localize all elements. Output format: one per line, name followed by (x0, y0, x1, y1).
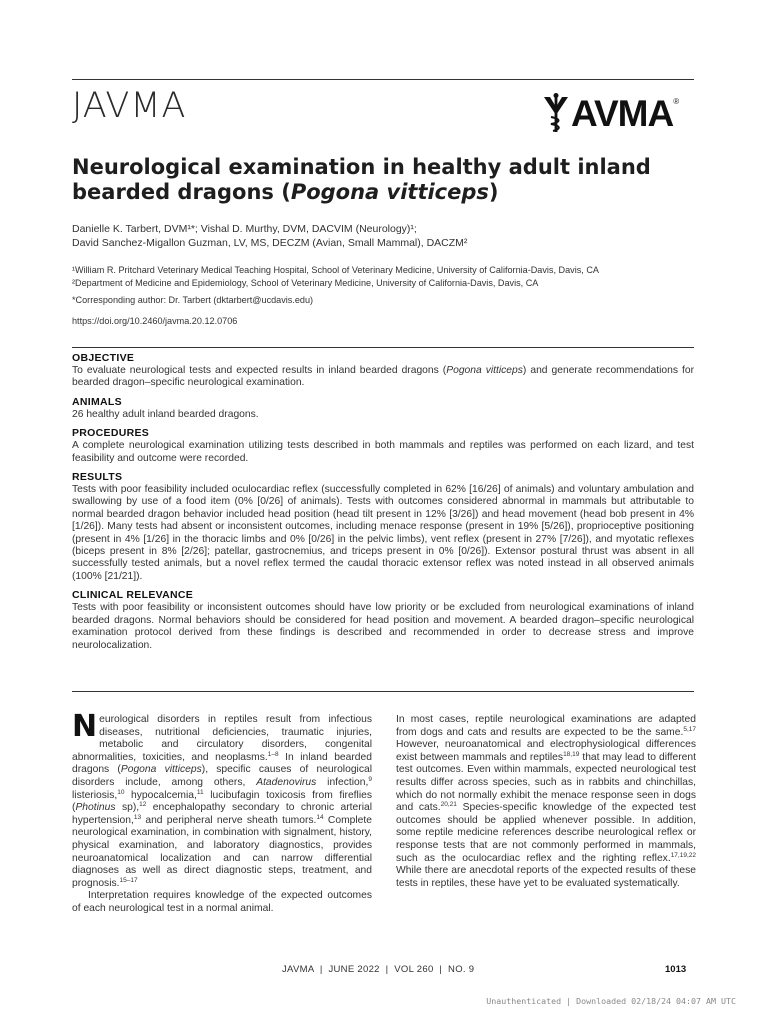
intro-paragraph-3: In most cases, reptile neurological examinations are adapted from dogs and cats and results are expected to be the same.$^{5,17}$ However, neuroanatomical and electrophysiological differences exist between mammals and reptiles$^{18,19}$ that may lead to different test outcomes. Even within mammals, expected neurological test results differ across species, such as in rabbits and chinchillas, which do not normally exhibit the menace response seen in dogs and cats.$^{20,21}$ Species-specific knowledge of the expected test outcomes should be applied whenever possible. In addition, some reptile medicine references describe neurological reflex or response tests that are not commonly performed in mammals, such as the oculocardiac reflex and the righting reflex.$^{17,19,22}$ While there are anecdotal reports of the expected results of these tests in reptiles, these have yet to be evaluated systematically. (396, 714, 696, 889)
authors-line-1: Danielle K. Tarbert, DVM¹*; Vishal D. Murthy, DVM, DACVIM (Neurology)¹; (72, 223, 417, 235)
page-number: 1013 (665, 964, 687, 975)
body-right-column (396, 714, 696, 890)
body-left-column (72, 709, 373, 916)
top-rule (72, 79, 694, 80)
abstract-bottom-rule (72, 691, 694, 692)
affiliation-2: ²Department of Medicine and Epidemiology, School of Veterinary Medicine, University of California-Davis, Davis, CA (72, 278, 539, 288)
clinical-relevance-heading: CLINICAL RELEVANCE (72, 589, 194, 602)
clinical-relevance-text: Tests with poor feasibility or inconsistent outcomes should have low priority or be excluded from neurological examinations of inland bearded dragons. Normal behaviors should be considered for head position and movement. A bearded dragon–specific neurological examination protocol derived from these findings is described and recommended in order to decrease stress and improve neurolocalization. (72, 602, 694, 651)
procedures-text: A complete neurological examination utilizing tests described in both mammals and reptiles was performed on each lizard, and test feasibility and outcome were recorded. (72, 440, 694, 464)
corresponding-author: *Corresponding author: Dr. Tarbert (dktarbert@ucdavis.edu) (72, 295, 314, 305)
abstract (72, 352, 694, 652)
intro-paragraph-1: Neurological disorders in reptiles result from infectious diseases, nutritional deficiencies, traumatic injuries, metabolic and circulatory disorders, congenital abnormalities, toxicities, and neoplasms.$^{1-8}$ In inland bearded dragons (Pogona vitticeps), specific causes of neurological disorders include, among others, Atadenovirus infection,$^9$ listeriosis,$^{10}$ hypocalcemia,$^{11}$ lucibufagin toxicosis from fireflies (Photinus sp),$^{12}$ encephalopathy secondary to chronic arterial hypertension,$^{13}$ and peripheral nerve sheath tumors.$^{14}$ Complete neurological examination, in combination with signalment, history, physical examination, and laboratory diagnostics, provides neuroanatomical localization and can narrow differential diagnoses as well as direct diagnostic steps, treatment, and prognosis.$^{15-17}$ (72, 709, 373, 889)
article-title: Neurological examination in healthy adult inland bearded dragons (Pogona vitticeps) (72, 155, 651, 204)
registered-mark: ® (673, 96, 680, 106)
affiliation-1: ¹William R. Pritchard Veterinary Medical Teaching Hospital, School of Veterinary Medicine, University of California-Davis, Davis, CA (72, 265, 599, 275)
avma-wordmark: AVMA (571, 92, 674, 134)
caduceus-icon (543, 93, 569, 133)
objective-heading: OBJECTIVE (72, 352, 135, 364)
results-heading: RESULTS (72, 471, 123, 484)
animals-heading: ANIMALS (72, 395, 122, 408)
abstract-top-rule (72, 347, 694, 348)
footer-journal-info: JAVMA | JUNE 2022 | VOL 260 | NO. 9 (282, 964, 475, 975)
author-list (72, 222, 694, 250)
objective-text: To evaluate neurological tests and expected results in inland bearded dragons (Pogona vitticeps) and generate recommendations for bearded dragon–specific neurological examination. (72, 365, 695, 389)
intro-paragraph-2: Interpretation requires knowledge of the expected outcomes of each neurological test in a normal animal. (72, 890, 372, 914)
animals-text: 26 healthy adult inland bearded dragons. (72, 408, 259, 420)
results-text: Tests with poor feasibility included oculocardiac reflex (successfully completed in 62% [16/26] of animals) and voluntary ambulation and swallowing by use of a food item (0% [0/26] of animals). Tests with outcomes considered abnormal in mammals but attributable to normal bearded dragon behavior included head position (head tilt present in 12% [3/26]) and head movement (head bob present in 4% [1/26]). Many tests had absent or inconsistent outcomes, including menace response (present in 19% [5/26]), proprioceptive positioning (present in 4% [1/26] in the thoracic limbs and 0% [0/26] in the pelvic limbs), vent reflex (present in 27% [7/26]), and myotatic reflexes (biceps present in 8% [2/26]; patellar, gastrocnemius, and triceps present in 0% [0/26]). Extensor postural thrust was absent in all successfully tested animals, but a novel reflex termed the caudal thoracic extensor reflex was noted instead in all observed animals (100% [21/21]). (72, 484, 694, 582)
procedures-heading: PROCEDURES (72, 427, 150, 440)
doi-link[interactable]: https://doi.org/10.2460/javma.20.12.0706 (72, 316, 238, 326)
journal-name: JAVMA (72, 86, 187, 126)
authors-line-2: David Sanchez-Migallon Guzman, LV, MS, DECZM (Avian, Small Mammal), DACZM² (72, 237, 468, 249)
avma-logo (543, 92, 679, 134)
drop-cap: N (72, 709, 98, 744)
download-note: Unauthenticated | Downloaded 02/18/24 04:07 AM UTC (486, 996, 736, 1006)
affiliations (72, 264, 712, 290)
